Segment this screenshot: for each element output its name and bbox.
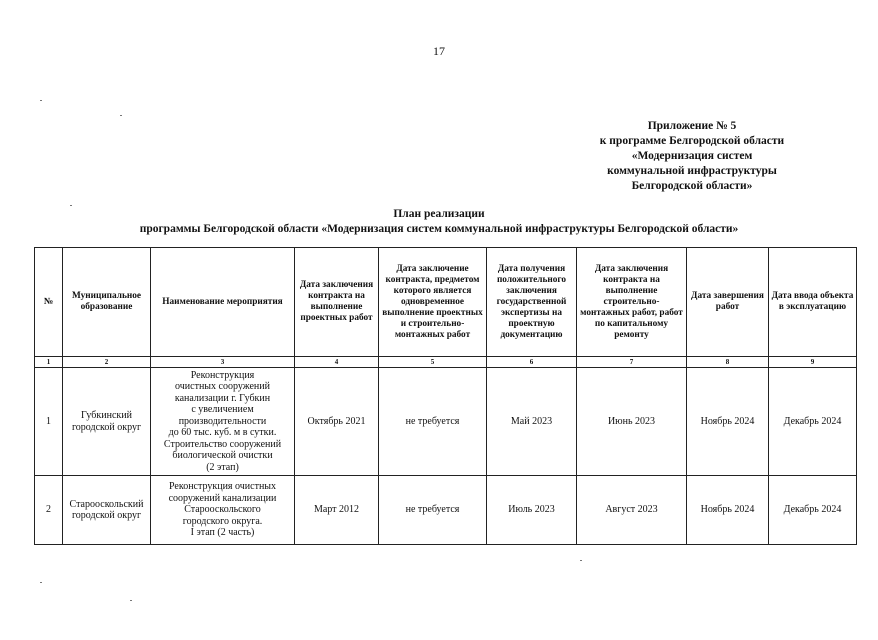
expertise-cell: Июль 2023 — [487, 476, 577, 545]
event-cell: Реконструкция очистных сооружений канализации Старооскольского городского округа. I этап (2 часть) — [151, 476, 295, 545]
appendix-block — [542, 119, 842, 194]
header-completion: Дата завершения работ — [687, 248, 769, 357]
plan-title — [0, 207, 878, 237]
column-number: 4 — [295, 357, 379, 368]
appendix-line-4: коммунальной инфраструктуры — [607, 165, 777, 177]
scan-speck — [40, 582, 42, 583]
commissioning-cell: Декабрь 2024 — [769, 476, 857, 545]
combined-contract-cell: не требуется — [379, 476, 487, 545]
appendix-line-5: Белгородской области» — [631, 180, 753, 192]
header-commissioning: Дата ввода объекта в эксплуатацию — [769, 248, 857, 357]
municipality-cell: Губкинский городской округ — [63, 368, 151, 476]
column-number: 2 — [63, 357, 151, 368]
table-row — [35, 368, 857, 476]
plan-title-line-2: программы Белгородской области «Модернизация систем коммунальной инфраструктуры Белгородской области» — [139, 223, 739, 235]
column-number: 3 — [151, 357, 295, 368]
construction-contract-cell: Июнь 2023 — [577, 368, 687, 476]
column-number: 8 — [687, 357, 769, 368]
scan-speck — [70, 205, 72, 206]
page-number: 17 — [433, 44, 445, 58]
scan-speck — [40, 100, 42, 101]
scan-speck — [120, 115, 122, 116]
appendix-line-1: Приложение № 5 — [647, 120, 737, 132]
column-number: 9 — [769, 357, 857, 368]
completion-cell: Ноябрь 2024 — [687, 368, 769, 476]
plan-title-line-1: План реализации — [393, 208, 485, 220]
design-contract-cell: Октябрь 2021 — [295, 368, 379, 476]
commissioning-cell: Декабрь 2024 — [769, 368, 857, 476]
table-header-row — [35, 248, 857, 357]
column-number: 7 — [577, 357, 687, 368]
construction-contract-cell: Август 2023 — [577, 476, 687, 545]
combined-contract-cell: не требуется — [379, 368, 487, 476]
municipality-cell: Старооскольский городской округ — [63, 476, 151, 545]
row-number: 1 — [35, 368, 63, 476]
scan-speck — [130, 600, 132, 601]
header-design-contract: Дата заключения контракта на выполнение проектных работ — [295, 248, 379, 357]
column-number: 1 — [35, 357, 63, 368]
header-expertise: Дата получения положительного заключения государственной экспертизы на проектную документацию — [487, 248, 577, 357]
row-number: 2 — [35, 476, 63, 545]
column-number-row — [35, 357, 857, 368]
expertise-cell: Май 2023 — [487, 368, 577, 476]
table-row — [35, 476, 857, 545]
scan-speck — [580, 560, 582, 561]
completion-cell: Ноябрь 2024 — [687, 476, 769, 545]
header-combined-contract: Дата заключение контракта, предметом которого является одновременное выполнение проектных и строительно-монтажных работ — [379, 248, 487, 357]
appendix-line-3: «Модернизация систем — [631, 150, 753, 162]
header-municipality: Муниципальное образование — [63, 248, 151, 357]
event-cell: Реконструкция очистных сооружений канализации г. Губкин с увеличением производительности до 60 тыс. куб. м в сутки. Строительство сооружений биологической очистки (2 этап) — [151, 368, 295, 476]
column-number: 5 — [379, 357, 487, 368]
column-number: 6 — [487, 357, 577, 368]
header-construction-contract: Дата заключения контракта на выполнение строительно-монтажных работ, работ по капитальному ремонту — [577, 248, 687, 357]
appendix-line-2: к программе Белгородской области — [599, 135, 785, 147]
plan-table — [34, 247, 857, 545]
design-contract-cell: Март 2012 — [295, 476, 379, 545]
header-number: № — [35, 248, 63, 357]
header-event: Наименование мероприятия — [151, 248, 295, 357]
